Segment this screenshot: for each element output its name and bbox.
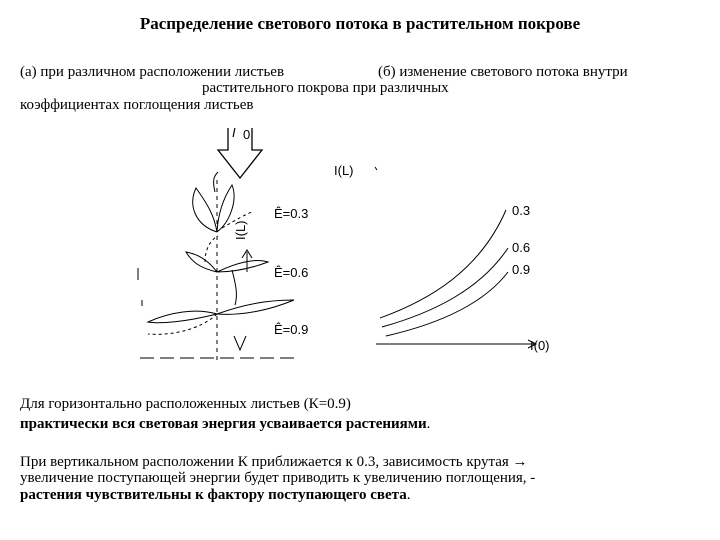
leaf-mid-left — [186, 252, 217, 272]
paragraph-2-bold: практически вся световая энергия усваивается растениями — [20, 416, 427, 432]
incoming-light-label: I — [232, 125, 236, 140]
leaf-low-left — [148, 311, 217, 323]
paragraph-5-bold: растения чувствительны к фактору поступающего света — [20, 487, 407, 503]
caption-a-line2: коэффициентах поглощения листьев — [20, 97, 254, 113]
curve-k09 — [386, 272, 508, 336]
inner-flux-label: I(L) — [233, 220, 248, 240]
curve-label-1: 0.3 — [512, 203, 531, 218]
curve-k03 — [380, 210, 506, 318]
caption-a-line1: (а) при различном расположении листьев — [20, 64, 285, 80]
paragraph-1: Для горизонтально расположенных листьев (К=0.9) — [20, 396, 351, 412]
leaf-mid-droop-left — [205, 236, 218, 262]
level-label-2: Ê=0.6 — [274, 265, 309, 280]
x-axis-label: I(0) — [530, 338, 550, 353]
leaf-mid-right — [217, 260, 268, 272]
y-axis-label: I(L) — [334, 163, 354, 178]
incoming-light-arrow — [218, 128, 262, 178]
paragraph-5-end: . — [406, 487, 411, 503]
incoming-light-subscript: 0 — [243, 127, 251, 142]
leaf-top-left — [193, 188, 217, 232]
curve-label-2: 0.6 — [512, 240, 531, 255]
caption-b-line1: (б) изменение светового потока внутри — [378, 64, 628, 80]
leaf-low-under — [148, 314, 217, 334]
curve-diagram — [375, 167, 536, 348]
curve-k06 — [382, 248, 508, 327]
bottom-arrow — [234, 336, 246, 350]
page-title: Распределение светового потока в растительном покрове — [139, 14, 581, 33]
plant-diagram — [138, 128, 296, 362]
paragraph-5 — [20, 487, 410, 504]
paragraph-2 — [20, 416, 430, 433]
leaf-low-right — [217, 300, 294, 314]
y-axis-arrow-tick — [375, 167, 377, 170]
paragraph-3: При вертикальном расположении К приближается к 0.3, зависимость крутая → — [20, 454, 528, 470]
level-label-3: Ê=0.9 — [274, 322, 309, 337]
level-label-1: Ê=0.3 — [274, 206, 309, 221]
paragraph-2-end: . — [426, 416, 431, 432]
leaf-mid-droop-right — [232, 270, 236, 305]
paragraph-4: увеличение поступающей энергии будет приводить к увеличению поглощения, - — [20, 470, 536, 486]
leaf-top-right — [217, 185, 234, 232]
curve-label-3: 0.9 — [512, 262, 531, 277]
caption-b-line2: растительного покрова при различных — [202, 80, 449, 96]
leaf-marks-left — [138, 268, 142, 306]
